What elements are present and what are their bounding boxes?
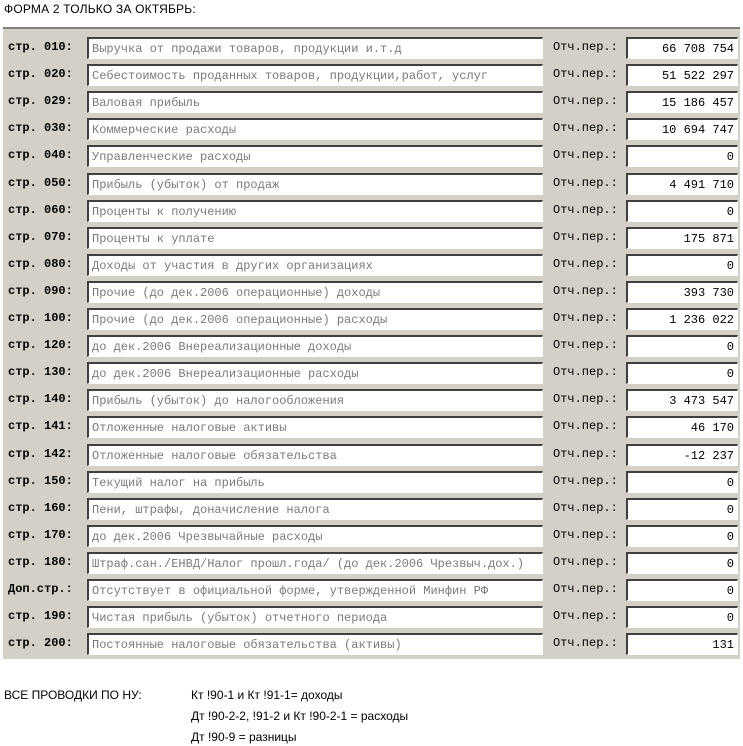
form-row — [3, 469, 740, 496]
row-value-field[interactable]: 66 708 754 — [626, 37, 738, 59]
form-row — [3, 62, 740, 89]
period-label: Отч.пер.: — [553, 554, 618, 569]
form-row — [3, 198, 740, 225]
row-value-field[interactable]: 4 491 710 — [626, 173, 738, 195]
row-value-field[interactable]: 175 871 — [626, 227, 738, 249]
row-description-field[interactable]: Постоянные налоговые обязательства (активы) — [87, 633, 543, 655]
row-code: стр. 020: — [8, 67, 73, 82]
form-row — [3, 550, 740, 577]
period-label: Отч.пер.: — [553, 609, 618, 624]
row-value-field[interactable]: 51 522 297 — [626, 64, 738, 86]
row-code: стр. 190: — [8, 609, 73, 624]
page-title: ФОРМА 2 ТОЛЬКО ЗА ОКТЯБРЬ: — [4, 2, 196, 16]
row-description-field[interactable]: Штраф.сан./ЕНВД/Налог прошл.года/ (до дек.2006 Чрезвыч.дох.) — [87, 552, 543, 574]
row-value-field[interactable]: 0 — [626, 145, 738, 167]
row-value-field[interactable]: 0 — [626, 525, 738, 547]
period-label: Отч.пер.: — [553, 121, 618, 136]
period-label: Отч.пер.: — [553, 527, 618, 542]
row-value-field[interactable]: 393 730 — [626, 281, 738, 303]
period-label: Отч.пер.: — [553, 40, 618, 54]
row-code: стр. 180: — [8, 554, 73, 569]
row-value-field[interactable]: 131 — [626, 633, 738, 655]
period-label: Отч.пер.: — [553, 256, 618, 271]
period-label: Отч.пер.: — [553, 338, 618, 353]
form-row — [3, 414, 740, 441]
form-panel — [3, 27, 740, 659]
row-code: стр. 141: — [8, 419, 73, 434]
row-description-field[interactable]: Проценты к уплате — [87, 227, 543, 249]
row-value-field[interactable]: 0 — [626, 254, 738, 276]
row-value-field[interactable]: 0 — [626, 362, 738, 384]
period-label: Отч.пер.: — [553, 67, 618, 82]
period-label: Отч.пер.: — [553, 229, 618, 244]
form-row — [3, 387, 740, 414]
row-value-field[interactable]: 15 186 457 — [626, 91, 738, 113]
period-label: Отч.пер.: — [553, 202, 618, 217]
row-value-field[interactable]: 0 — [626, 498, 738, 520]
row-description-field[interactable]: Себестоимость проданных товаров, продукции,работ, услуг — [87, 64, 543, 86]
row-description-field[interactable]: Прибыль (убыток) от продаж — [87, 173, 543, 195]
period-label: Отч.пер.: — [553, 94, 618, 109]
period-label: Отч.пер.: — [553, 419, 618, 434]
row-description-field[interactable]: Чистая прибыль (убыток) отчетного периода — [87, 606, 543, 628]
period-label: Отч.пер.: — [553, 446, 618, 461]
row-code: стр. 100: — [8, 311, 73, 325]
row-description-field[interactable]: Валовая прибыль — [87, 91, 543, 113]
form-row — [3, 171, 740, 198]
form-row — [3, 116, 740, 143]
row-description-field[interactable]: Отсутствует в официальной форме, утвержденной Минфин РФ — [87, 579, 543, 601]
form-row — [3, 604, 740, 631]
form-row — [3, 35, 740, 62]
form-row — [3, 333, 740, 360]
row-value-field[interactable]: 46 170 — [626, 416, 738, 438]
form-row — [3, 523, 740, 550]
form-row — [3, 225, 740, 252]
row-description-field[interactable]: Прочие (до дек.2006 операционные) доходы — [87, 281, 543, 303]
form-row — [3, 577, 740, 604]
row-description-field[interactable]: до дек.2006 Внереализационные расходы — [87, 362, 543, 384]
form-row — [3, 89, 740, 116]
row-description-field[interactable]: Коммерческие расходы — [87, 118, 543, 140]
form-row — [3, 360, 740, 387]
period-label: Отч.пер.: — [553, 636, 618, 651]
period-label: Отч.пер.: — [553, 148, 618, 163]
row-code: стр. 140: — [8, 392, 73, 407]
row-code: стр. 030: — [8, 121, 73, 136]
row-description-field[interactable]: Прибыль (убыток) до налогообложения — [87, 389, 543, 411]
form-row — [3, 279, 740, 306]
notes-line-expenses: Дт !90-2-2, !91-2 и Кт !90-2-1 = расходы — [191, 709, 409, 723]
row-value-field[interactable]: 0 — [626, 200, 738, 222]
row-code: стр. 150: — [8, 473, 73, 488]
row-description-field[interactable]: Выручка от продажи товаров, продукции и.т.д — [87, 37, 543, 59]
row-value-field[interactable]: 0 — [626, 579, 738, 601]
form-row — [3, 143, 740, 170]
form-row — [3, 252, 740, 279]
row-code: стр. 080: — [8, 256, 73, 271]
row-value-field[interactable]: 0 — [626, 606, 738, 628]
row-code: стр. 060: — [8, 202, 73, 217]
row-code: стр. 050: — [8, 175, 73, 190]
row-description-field[interactable]: Отложенные налоговые обязательства — [87, 444, 543, 466]
row-value-field[interactable]: 0 — [626, 471, 738, 493]
row-value-field[interactable]: 1 236 022 — [626, 308, 738, 330]
row-description-field[interactable]: до дек.2006 Чрезвычайные расходы — [87, 525, 543, 547]
period-label: Отч.пер.: — [553, 582, 618, 596]
row-code: стр. 142: — [8, 446, 73, 461]
row-value-field[interactable]: 0 — [626, 552, 738, 574]
row-code: стр. 130: — [8, 365, 73, 380]
form-row — [3, 631, 740, 658]
row-code: стр. 070: — [8, 229, 73, 244]
row-code: стр. 120: — [8, 338, 73, 353]
period-label: Отч.пер.: — [553, 175, 618, 190]
row-code: стр. 090: — [8, 283, 73, 298]
notes-line-differences: Дт !90-9 = разницы — [191, 730, 297, 744]
row-value-field[interactable]: 3 473 547 — [626, 389, 738, 411]
period-label: Отч.пер.: — [553, 392, 618, 407]
row-description-field[interactable]: до дек.2006 Внереализационные доходы — [87, 335, 543, 357]
period-label: Отч.пер.: — [553, 311, 618, 325]
period-label: Отч.пер.: — [553, 283, 618, 298]
row-description-field[interactable]: Управленческие расходы — [87, 145, 543, 167]
row-description-field[interactable]: Доходы от участия в других организациях — [87, 254, 543, 276]
period-label: Отч.пер.: — [553, 473, 618, 488]
row-code: стр. 029: — [8, 94, 73, 109]
period-label: Отч.пер.: — [553, 365, 618, 380]
row-description-field[interactable]: Пени, штрафы, доначисление налога — [87, 498, 543, 520]
row-value-field[interactable]: -12 237 — [626, 444, 738, 466]
row-value-field[interactable]: 10 694 747 — [626, 118, 738, 140]
form-row — [3, 442, 740, 469]
form-row — [3, 496, 740, 523]
period-label: Отч.пер.: — [553, 500, 618, 515]
row-description-field[interactable]: Отложенные налоговые активы — [87, 416, 543, 438]
row-code: стр. 010: — [8, 40, 73, 54]
row-code: стр. 170: — [8, 527, 73, 542]
row-value-field[interactable]: 0 — [626, 335, 738, 357]
row-description-field[interactable]: Прочие (до дек.2006 операционные) расходы — [87, 308, 543, 330]
row-code: Доп.стр.: — [8, 582, 73, 596]
row-description-field[interactable]: Проценты к получению — [87, 200, 543, 222]
row-code: стр. 040: — [8, 148, 73, 163]
form-row — [3, 306, 740, 333]
row-code: стр. 200: — [8, 636, 73, 651]
notes-label: ВСЕ ПРОВОДКИ ПО НУ: — [4, 688, 142, 702]
notes-line-income: Кт !90-1 и Кт !91-1= доходы — [191, 688, 343, 702]
row-description-field[interactable]: Текущий налог на прибыль — [87, 471, 543, 493]
row-code: стр. 160: — [8, 500, 73, 515]
